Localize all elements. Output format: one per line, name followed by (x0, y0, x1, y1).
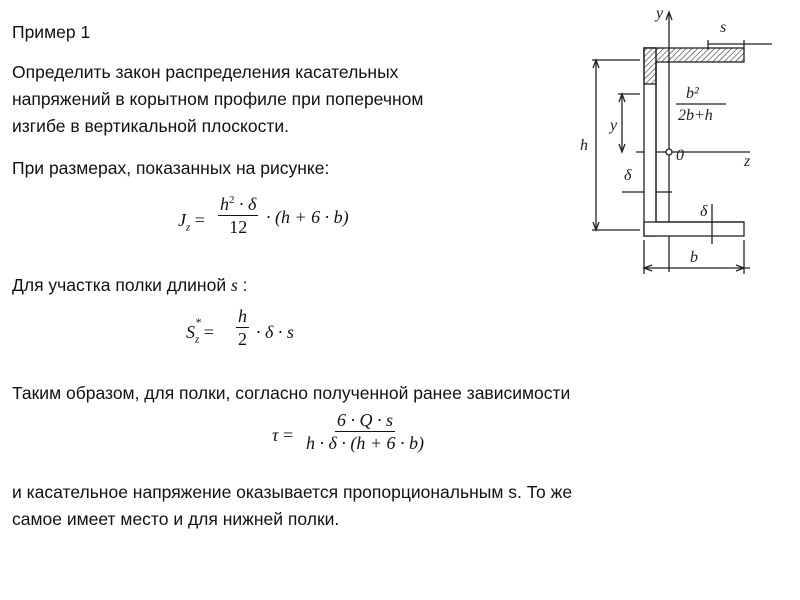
label-delta-flange: δ (700, 203, 708, 220)
intro-line-1: Определить закон распределения касательных (12, 62, 399, 82)
label-h: h (580, 137, 588, 154)
jz-den: 12 (229, 217, 248, 237)
label-delta-web: δ (624, 167, 632, 184)
intro-line-2: напряжений в корытном профиле при поперечном (12, 89, 424, 109)
sz-lhs-sup: * (195, 315, 201, 329)
jz-num-exp: 2 (229, 194, 235, 206)
conclusion-line-2: самое имеет место и для нижней полки. (12, 509, 340, 529)
label-y-dim: y (610, 117, 618, 134)
flange-text-suffix: : (237, 275, 248, 295)
label-frac-den: 2b+h (678, 107, 713, 124)
jz-lhs: J (178, 210, 186, 230)
label-b: b (690, 249, 698, 266)
tau-lhs: τ (272, 425, 279, 445)
jz-eq: = (194, 210, 205, 230)
label-z-axis: z (744, 153, 751, 170)
channel-profile-diagram (572, 4, 792, 280)
flange-text-var: s (230, 275, 238, 295)
label-origin: 0 (676, 147, 684, 164)
tau-den: h · δ · (h + 6 · b) (306, 433, 425, 453)
sz-lhs-sub: z (195, 333, 200, 346)
top-flange (644, 48, 744, 62)
sz-tail: · δ · s (256, 322, 294, 342)
conclusion-line-1: и касательное напряжение оказывается пропорциональным s. То же (12, 482, 573, 502)
tau-eq: = (282, 425, 294, 445)
jz-lhs-sub: z (186, 221, 191, 234)
bottom-flange (644, 222, 744, 236)
sz-eq: = (203, 322, 214, 342)
thus-text: Таким образом, для полки, согласно полученной ранее зависимости (12, 383, 571, 403)
jz-tail: · (h + 6 · b) (266, 207, 349, 227)
slide-title: Пример 1 (12, 22, 91, 42)
jz-num-base: h (220, 194, 229, 214)
tau-num: 6 · Q · s (337, 410, 394, 430)
flange-text-prefix: Для участка полки длиной (12, 275, 227, 295)
flange-text (12, 274, 248, 297)
dimensions-text: При размерах, показанных на рисунке: (12, 158, 330, 178)
sz-num: h (238, 306, 247, 326)
label-s: s (720, 19, 727, 36)
sz-den: 2 (238, 329, 247, 349)
label-y-axis: y (656, 5, 664, 22)
label-frac-num: b² (686, 85, 699, 102)
jz-num-rest: · δ (239, 194, 257, 214)
sz-lhs: S (186, 322, 195, 342)
intro-line-3: изгибе в вертикальной плоскости. (12, 116, 290, 136)
